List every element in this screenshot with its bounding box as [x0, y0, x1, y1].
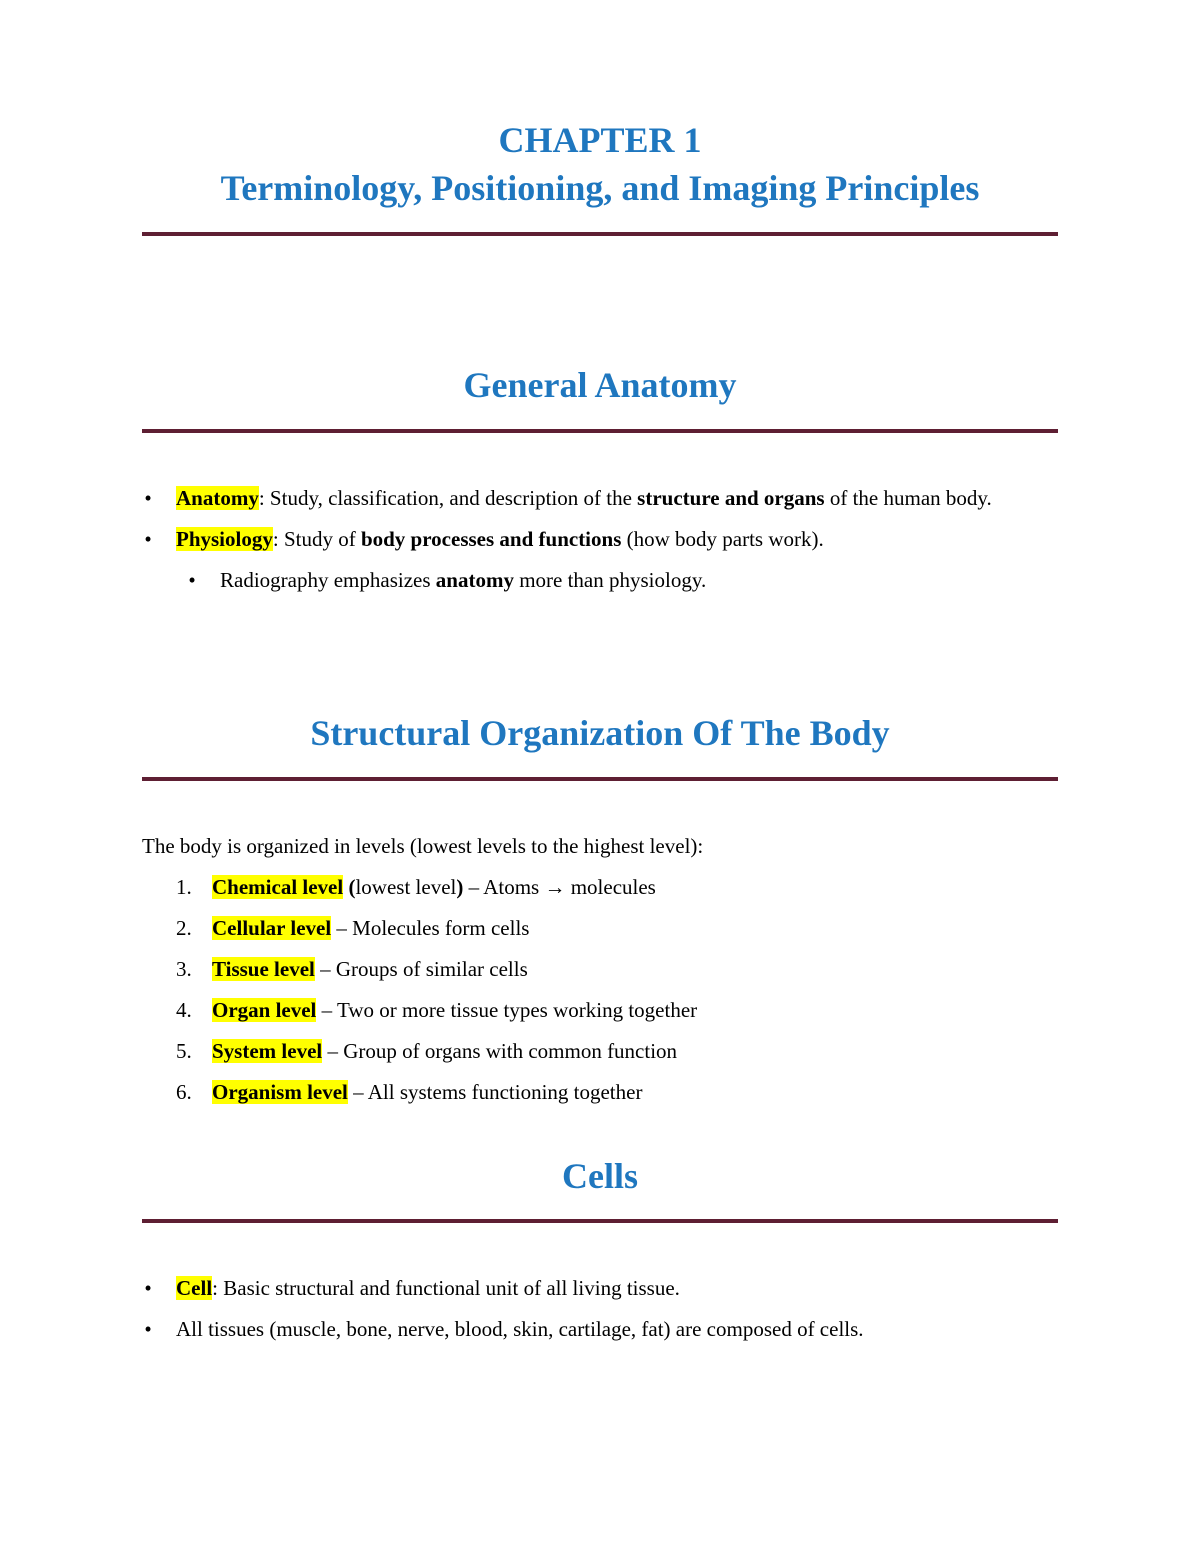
list-item-level-1 — [142, 873, 1058, 914]
divider-rule — [142, 777, 1058, 781]
list-number: 6. — [176, 1080, 192, 1104]
bold-text: ) — [456, 875, 464, 899]
highlighted-term: Organism level — [212, 1080, 348, 1104]
bold-text: ( — [343, 875, 356, 899]
list-item-level-5 — [142, 1037, 1058, 1078]
list-number: 4. — [176, 998, 192, 1022]
highlighted-term: Organ level — [212, 998, 317, 1022]
section-heading-structural-organization: Structural Organization Of The Body — [310, 713, 890, 753]
intro-paragraph: The body is organized in levels (lowest levels to the highest level): — [142, 834, 704, 858]
divider-rule — [142, 232, 1058, 236]
item-text: : Basic structural and functional unit of all living tissue. — [212, 1276, 680, 1300]
item-text: lowest level — [355, 875, 457, 899]
cells-list — [142, 1274, 1058, 1356]
item-text: : Study, classification, and description of the — [258, 486, 638, 510]
item-text: – All systems functioning together — [347, 1080, 643, 1104]
list-item-tissues — [142, 1315, 1058, 1343]
item-text: – Groups of similar cells — [314, 957, 528, 981]
item-text: more than physiology. — [513, 568, 707, 592]
bullet-icon: • — [144, 527, 152, 551]
item-text: (how body parts work). — [621, 527, 824, 551]
list-item-level-4 — [142, 996, 1058, 1037]
list-number: 1. — [176, 875, 192, 899]
highlighted-term: Tissue level — [212, 957, 315, 981]
item-text: – Molecules form cells — [331, 916, 530, 940]
list-number: 5. — [176, 1039, 192, 1063]
item-text: Radiography emphasizes — [220, 568, 436, 592]
bullet-icon: • — [144, 486, 152, 510]
divider-rule — [142, 429, 1058, 433]
list-item-level-3 — [142, 955, 1058, 996]
list-item-level-2 — [142, 914, 1058, 955]
general-anatomy-list — [142, 484, 1058, 594]
highlighted-term: Chemical level — [212, 875, 344, 899]
levels-list — [142, 873, 1058, 1119]
item-text: All tissues (muscle, bone, nerve, blood, skin, cartilage, fat) are composed of cells. — [176, 1317, 864, 1341]
bold-text: structure and organs — [637, 486, 825, 510]
list-item-cell — [142, 1274, 1058, 1302]
section-heading-general-anatomy: General Anatomy — [463, 365, 737, 405]
item-text: – Atoms → molecules — [463, 875, 656, 899]
bold-text: body processes and functions — [360, 527, 622, 551]
list-item-level-6 — [142, 1078, 1058, 1119]
list-number: 3. — [176, 957, 192, 981]
list-number: 2. — [176, 916, 192, 940]
highlighted-term: System level — [212, 1039, 323, 1063]
bold-text: anatomy — [435, 568, 514, 592]
bullet-icon: • — [144, 1317, 152, 1341]
item-text: : Study of — [272, 527, 361, 551]
item-text: – Two or more tissue types working together — [316, 998, 698, 1022]
item-text: – Group of organs with common function — [322, 1039, 678, 1063]
section-heading-cells: Cells — [562, 1156, 638, 1196]
chapter-number: CHAPTER 1 — [498, 120, 702, 160]
highlighted-term: Anatomy — [176, 486, 259, 510]
list-item-anatomy — [142, 484, 1058, 512]
bullet-icon: • — [188, 568, 196, 592]
highlighted-term: Cellular level — [212, 916, 332, 940]
chapter-title — [142, 116, 1058, 212]
divider-rule — [142, 1219, 1058, 1223]
item-text: of the human body. — [824, 486, 992, 510]
bullet-icon: • — [144, 1276, 152, 1300]
list-item-physiology — [142, 525, 1058, 553]
list-item-radiography — [142, 566, 1058, 594]
chapter-subtitle: Terminology, Positioning, and Imaging Principles — [220, 168, 980, 208]
highlighted-term: Cell — [176, 1276, 213, 1300]
highlighted-term: Physiology — [176, 527, 273, 551]
